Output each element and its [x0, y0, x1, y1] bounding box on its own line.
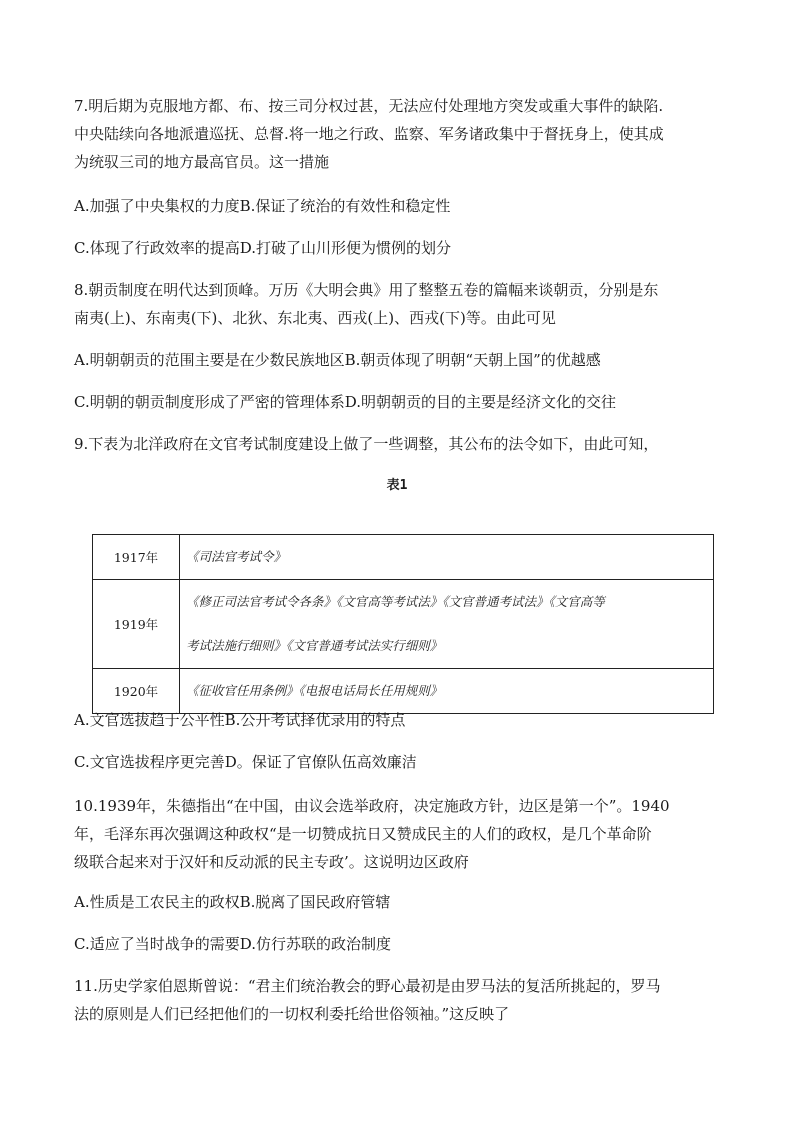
law-table — [92, 534, 714, 714]
law-line: 《修正司法官考试令各条》《文官高等考试法》《文官普通考试法》《文官高等 — [186, 594, 605, 609]
stem-line: 南夷(上)、东南夷(下)、北狄、东北夷、西戎(上)、西戎(下)等。由此可见 — [74, 309, 556, 327]
stem-line: 7.明后期为克服地方都、布、按三司分权过甚，无法应付处理地方突发或重大事件的缺陷. — [74, 97, 664, 115]
stem-line: 11.历史学家伯恩斯曾说：“君主们统治教会的野心最初是由罗马法的复活所挑起的，罗马 — [74, 977, 661, 995]
table-caption: 表1 — [386, 478, 408, 493]
table-row — [93, 580, 714, 669]
law-line: 《征收官任用条例》《电报电话局长任用规则》 — [186, 683, 443, 698]
stem-line: 年，毛泽东再次强调这种政权“是一切赞成抗日又赞成民主的人们的政权，是几个革命阶 — [74, 825, 652, 843]
question-8-options-cd: C.明朝的朝贡制度形成了严密的管理体系D.明朝朝贡的目的主要是经济文化的交往 — [74, 393, 616, 411]
question-10-options-cd: C.适应了当时战争的需要D.仿行苏联的政治制度 — [74, 935, 391, 953]
question-11-stem — [74, 972, 720, 1028]
question-9-options-ab: A.文官选拔趋于公平性B.公开考试择优录用的特点 — [74, 711, 406, 729]
stem-line: 法的原则是人们已经把他们的一切权利委托给世俗领袖。”这反映了 — [74, 1005, 510, 1023]
question-8-options-ab: A.明朝朝贡的范围主要是在少数民族地区B.朝贡体现了明朝“天朝上国”的优越感 — [74, 351, 601, 369]
table-laws-cell — [180, 580, 714, 669]
stem-line: 10.1939年，朱德指出“在中国，由议会选举政府，决定施政方针，边区是第一个”。1940 — [74, 797, 670, 815]
law-line: 考试法施行细则》《文官普通考试法实行细则》 — [186, 638, 443, 653]
stem-line: 级联合起来对于汉奸和反动派的民主专政’。这说明边区政府 — [74, 853, 469, 871]
table-year-cell: 1919年 — [93, 580, 180, 669]
table-year-cell: 1920年 — [93, 669, 180, 714]
stem-line: 为统驭三司的地方最高官员。这一措施 — [74, 153, 330, 171]
question-7-options-cd: C.体现了行政效率的提高D.打破了山川形便为惯例的划分 — [74, 239, 451, 257]
question-9-options-cd: C.文官选拔程序更完善D。保证了官僚队伍高效廉洁 — [74, 753, 417, 771]
question-8-stem — [74, 276, 720, 332]
question-7-options-ab: A.加强了中央集权的力度B.保证了统治的有效性和稳定性 — [74, 197, 451, 215]
table-laws-cell — [180, 535, 714, 580]
table-row — [93, 535, 714, 580]
stem-line: 中央陆续向各地派遣巡抚、总督.将一地之行政、监察、军务诸政集中于督抚身上，使其成 — [74, 125, 664, 143]
table-year-cell: 1917年 — [93, 535, 180, 580]
question-10-stem — [74, 792, 720, 876]
question-10-options-ab: A.性质是工农民主的政权B.脱离了国民政府管辖 — [74, 893, 391, 911]
question-7-stem — [74, 92, 720, 176]
question-9-stem: 9.下表为北洋政府在文官考试制度建设上做了一些调整，其公布的法令如下，由此可知， — [74, 435, 659, 453]
law-line: 《司法官考试令》 — [186, 549, 287, 564]
stem-line: 8.朝贡制度在明代达到顶峰。万历《大明会典》用了整整五卷的篇幅来谈朝贡，分别是东 — [74, 281, 659, 299]
